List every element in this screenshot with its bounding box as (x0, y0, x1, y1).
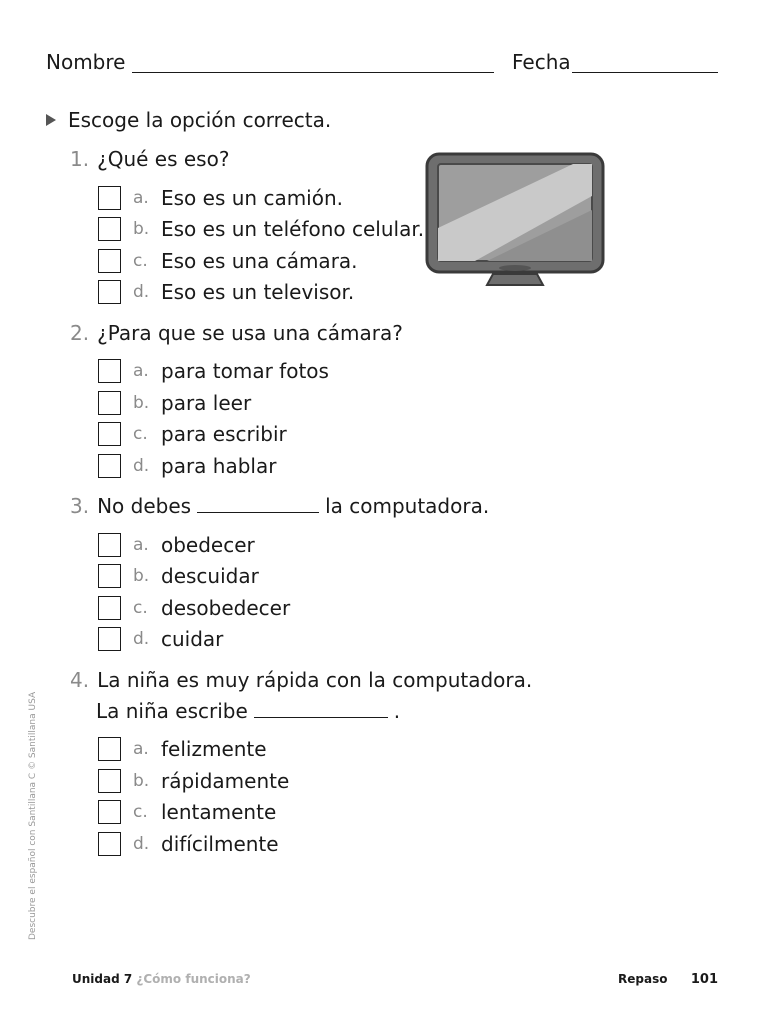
name-label: Nombre (46, 50, 126, 74)
section-label: Repaso (618, 972, 668, 986)
unit-label-group (72, 972, 251, 986)
page-number: 101 (690, 972, 718, 987)
triangle-bullet-icon (46, 114, 56, 126)
checkbox[interactable] (98, 186, 121, 210)
checkbox[interactable] (98, 533, 121, 557)
option-letter: d. (133, 282, 150, 302)
option-letter: a. (133, 361, 149, 381)
question-text-after: la computadora. (325, 494, 490, 518)
name-field[interactable] (132, 72, 494, 73)
header (46, 50, 718, 80)
option-4a[interactable] (98, 735, 267, 763)
option-letter: c. (133, 251, 148, 271)
instruction-text: Escoge la opción correcta. (68, 108, 332, 132)
unit-label: Unidad 7 (72, 972, 133, 986)
option-letter: a. (133, 188, 149, 208)
option-2c[interactable] (98, 420, 287, 448)
option-3c[interactable] (98, 594, 290, 622)
checkbox[interactable] (98, 249, 121, 273)
instruction (46, 108, 331, 132)
question-4-line2 (96, 699, 400, 723)
question-number: 4. (70, 668, 90, 692)
question-4 (70, 668, 532, 692)
checkbox[interactable] (98, 564, 121, 588)
question-1 (70, 147, 229, 171)
option-letter: b. (133, 219, 150, 239)
option-text: Eso es un televisor. (161, 280, 355, 304)
option-text: obedecer (161, 533, 255, 557)
option-text: Eso es un camión. (161, 186, 344, 210)
option-letter: c. (133, 802, 148, 822)
option-letter: a. (133, 739, 149, 759)
checkbox[interactable] (98, 832, 121, 856)
option-letter: b. (133, 566, 150, 586)
option-3d[interactable] (98, 625, 223, 653)
question-2 (70, 321, 403, 345)
question-text-before: No debes (97, 494, 192, 518)
option-text: para hablar (161, 454, 277, 478)
option-1c[interactable] (98, 247, 358, 275)
option-letter: b. (133, 393, 150, 413)
television-icon (425, 152, 605, 292)
option-text: Eso es un teléfono celular. (161, 217, 425, 241)
question-number: 3. (70, 494, 90, 518)
unit-title: ¿Cómo funciona? (136, 972, 251, 986)
answer-blank[interactable] (197, 495, 319, 513)
option-2d[interactable] (98, 452, 276, 480)
date-label: Fecha (512, 50, 571, 74)
checkbox[interactable] (98, 359, 121, 383)
question-text-before: La niña escribe (96, 699, 248, 723)
question-text: ¿Para que se usa una cámara? (97, 321, 403, 345)
checkbox[interactable] (98, 627, 121, 651)
question-number: 1. (70, 147, 90, 171)
answer-blank[interactable] (254, 700, 388, 718)
footer (72, 972, 718, 990)
option-1a[interactable] (98, 184, 343, 212)
option-2a[interactable] (98, 357, 329, 385)
option-3b[interactable] (98, 562, 259, 590)
question-3 (70, 494, 489, 518)
option-text: para tomar fotos (161, 359, 329, 383)
option-text: cuidar (161, 627, 224, 651)
option-text: para escribir (161, 422, 287, 446)
date-field[interactable] (572, 72, 718, 73)
option-letter: c. (133, 424, 148, 444)
checkbox[interactable] (98, 217, 121, 241)
option-text: descuidar (161, 564, 259, 588)
option-text: Eso es una cámara. (161, 249, 358, 273)
option-4b[interactable] (98, 767, 289, 795)
option-text: desobedecer (161, 596, 291, 620)
option-text: difícilmente (161, 832, 279, 856)
option-text: para leer (161, 391, 252, 415)
question-text-after: . (393, 699, 401, 723)
question-number: 2. (70, 321, 90, 345)
checkbox[interactable] (98, 596, 121, 620)
option-text: rápidamente (161, 769, 290, 793)
option-letter: c. (133, 598, 148, 618)
option-text: felizmente (161, 737, 267, 761)
option-letter: d. (133, 834, 150, 854)
option-3a[interactable] (98, 531, 255, 559)
checkbox[interactable] (98, 391, 121, 415)
sidebar-credit: Descubre el español con Santillana C © Santillana USA (28, 691, 38, 940)
checkbox[interactable] (98, 422, 121, 446)
option-4d[interactable] (98, 830, 279, 858)
checkbox[interactable] (98, 737, 121, 761)
question-text: ¿Qué es eso? (97, 147, 230, 171)
question-text: La niña es muy rápida con la computadora. (97, 668, 533, 692)
option-1d[interactable] (98, 278, 354, 306)
checkbox[interactable] (98, 280, 121, 304)
checkbox[interactable] (98, 454, 121, 478)
option-2b[interactable] (98, 389, 251, 417)
checkbox[interactable] (98, 769, 121, 793)
option-letter: d. (133, 456, 150, 476)
option-4c[interactable] (98, 798, 276, 826)
option-letter: b. (133, 771, 150, 791)
option-letter: a. (133, 535, 149, 555)
option-letter: d. (133, 629, 150, 649)
checkbox[interactable] (98, 800, 121, 824)
option-1b[interactable] (98, 215, 424, 243)
option-text: lentamente (161, 800, 277, 824)
